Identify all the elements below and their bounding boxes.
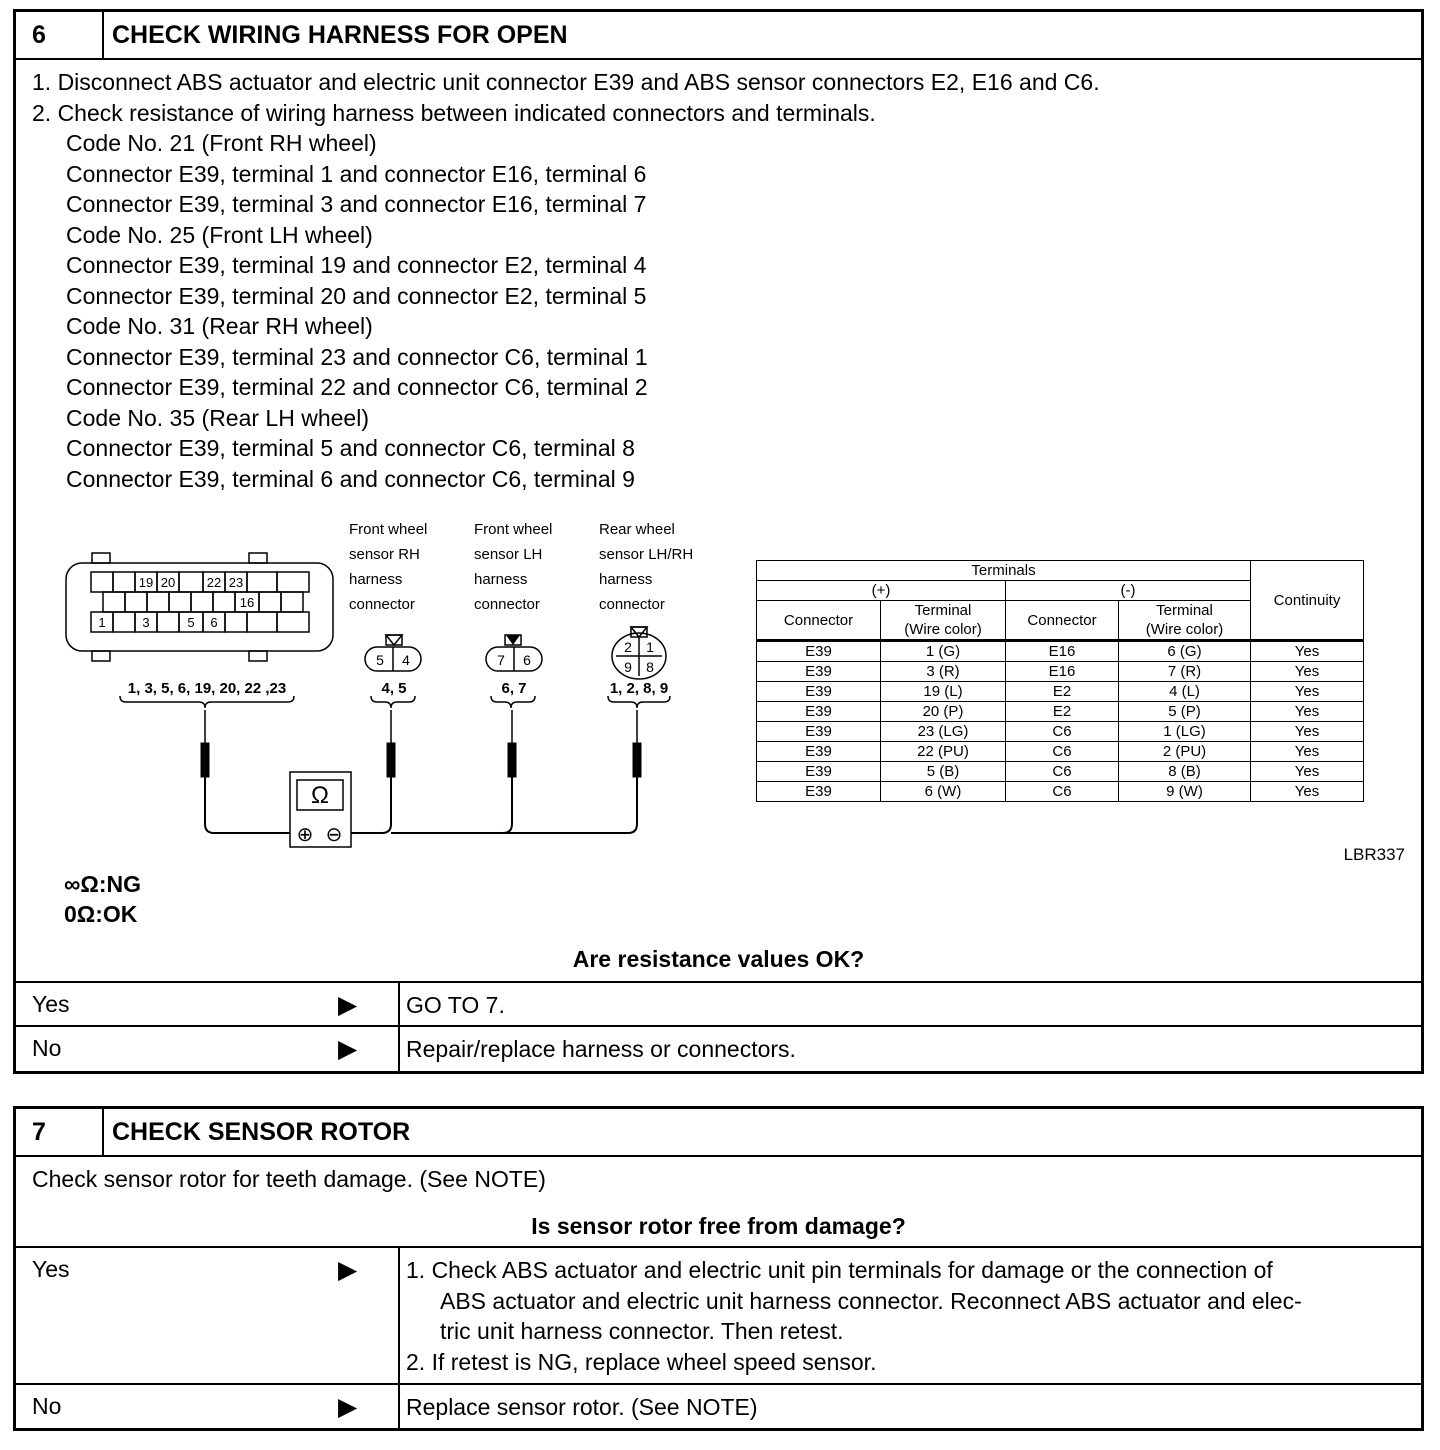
result-no-text: Repair/replace harness or connectors. <box>406 1036 796 1062</box>
e39-pin-20: 20 <box>160 575 176 590</box>
step-7-no-label: No <box>32 1393 62 1419</box>
cell: 4 (L) <box>1119 682 1251 702</box>
cell: 3 (R) <box>881 662 1006 682</box>
instruction-2: 2. Check resistance of wiring harness between indicated connectors and terminals. <box>32 99 876 126</box>
minus-header: (-) <box>1006 581 1251 601</box>
result-yes-arrow-icon: ▶ <box>338 991 358 1019</box>
pin-group-rear: 1, 2, 8, 9 <box>609 680 669 697</box>
result-divider <box>398 1027 400 1071</box>
instruction-1: 1. Disconnect ABS actuator and electric unit connector E39 and ABS sensor connectors E2, E16 and C6. <box>32 69 1100 95</box>
cell: 6 (W) <box>881 782 1006 802</box>
code-31-line-2: Connector E39, terminal 22 and connector C6, terminal 2 <box>66 374 648 400</box>
cell: 8 (B) <box>1119 762 1251 782</box>
connector-header-plus: Connector <box>757 601 881 641</box>
result-row-yes <box>16 981 1421 1027</box>
rh-label-3: harness <box>349 571 403 588</box>
table-row <box>757 742 1364 762</box>
step-7-no-text: Replace sensor rotor. (See NOTE) <box>406 1394 758 1420</box>
lh-pin-7: 7 <box>497 652 505 668</box>
step-6-question: Are resistance values OK? <box>572 946 865 972</box>
code-31-line-1: Connector E39, terminal 23 and connector C6, terminal 1 <box>66 343 648 370</box>
rear-label-2: sensor LH/RH <box>599 546 694 563</box>
cell: Yes <box>1251 742 1364 762</box>
e39-connector <box>66 553 333 661</box>
rh-label-4: connector <box>349 596 415 613</box>
lh-label-4: connector <box>474 596 540 613</box>
code-25-line-1: Connector E39, terminal 19 and connector E2, terminal 4 <box>66 252 647 278</box>
step-7-number: 7 <box>16 1109 104 1155</box>
terminal-header-plus <box>881 601 1006 641</box>
front-rh-connector <box>365 635 421 671</box>
step-7-yes-line-1: 1. Check ABS actuator and electric unit pin terminals for damage or the connection of <box>406 1257 1273 1283</box>
pin-group-lh: 6, 7 <box>501 680 527 697</box>
rear-connector <box>612 627 666 679</box>
e39-pin-23: 23 <box>228 575 244 590</box>
result-no-arrow-icon: ▶ <box>338 1035 358 1063</box>
terminal-header-minus-l1: Terminal <box>1156 602 1213 619</box>
step-7-header <box>16 1109 1421 1157</box>
code-35-heading: Code No. 35 (Rear LH wheel) <box>66 404 369 431</box>
continuity-header: Continuity <box>1251 561 1364 641</box>
step-7-yes-line-4: 2. If retest is NG, replace wheel speed sensor. <box>406 1348 877 1375</box>
e39-pin-16: 16 <box>239 595 255 610</box>
step-7-instruction: Check sensor rotor for teeth damage. (See NOTE) <box>32 1166 546 1192</box>
table-row <box>757 722 1364 742</box>
rear-label-3: harness <box>599 571 653 588</box>
table-row <box>757 682 1364 702</box>
step-7-title: CHECK SENSOR ROTOR <box>112 1118 411 1146</box>
table-row <box>757 782 1364 802</box>
cell: E39 <box>757 762 881 782</box>
connector-header-minus: Connector <box>1006 601 1119 641</box>
cell: E39 <box>757 742 881 762</box>
cell: 7 (R) <box>1119 662 1251 682</box>
cell: Yes <box>1251 662 1364 682</box>
cell: E16 <box>1006 641 1119 662</box>
cell: E39 <box>757 722 881 742</box>
step-7-row-no <box>16 1383 1421 1428</box>
cell: 19 (L) <box>881 682 1006 702</box>
lh-pin-6: 6 <box>523 652 531 668</box>
cell: 20 (P) <box>881 702 1006 722</box>
step-7-box <box>13 1106 1424 1431</box>
cell: E39 <box>757 702 881 722</box>
cell: 2 (PU) <box>1119 742 1251 762</box>
lh-label-3: harness <box>474 571 528 588</box>
step-6-title: CHECK WIRING HARNESS FOR OPEN <box>112 21 568 49</box>
code-35-line-2: Connector E39, terminal 6 and connector C6, terminal 9 <box>66 465 635 492</box>
rh-pin-5: 5 <box>376 652 384 668</box>
cell: C6 <box>1006 742 1119 762</box>
cell: 5 (B) <box>881 762 1006 782</box>
cell: 5 (P) <box>1119 702 1251 722</box>
figure-code: LBR337 <box>1343 845 1405 864</box>
rear-label-1: Rear wheel <box>599 521 675 538</box>
code-35-line-1: Connector E39, terminal 5 and connector C6, terminal 8 <box>66 435 635 461</box>
table-row <box>757 702 1364 722</box>
lh-label-1: Front wheel <box>474 521 553 538</box>
cell: Yes <box>1251 702 1364 722</box>
harness-diagram <box>16 12 736 862</box>
step-7-yes-arrow-icon: ▶ <box>338 1256 358 1284</box>
ok-criterion: 0Ω:OK <box>64 901 138 927</box>
cell: 23 (LG) <box>881 722 1006 742</box>
rh-label-2: sensor RH <box>349 546 420 563</box>
e39-pin-5: 5 <box>187 615 195 630</box>
result-row-no <box>16 1025 1421 1071</box>
cell: Yes <box>1251 782 1364 802</box>
result-no-label: No <box>32 1035 62 1061</box>
e39-pin-19: 19 <box>138 575 154 590</box>
cell: E39 <box>757 682 881 702</box>
step-7-row-yes <box>16 1246 1421 1385</box>
terminals-table <box>756 560 1364 802</box>
terminal-header-plus-l1: Terminal <box>914 602 972 619</box>
terminals-header: Terminals <box>757 561 1251 581</box>
meter-plus-terminal: ⊕ <box>296 824 314 846</box>
ng-criterion: ∞Ω:NG <box>64 871 141 897</box>
cell: C6 <box>1006 782 1119 802</box>
rear-pin-2: 2 <box>624 639 632 655</box>
terminal-header-minus <box>1119 601 1251 641</box>
cell: Yes <box>1251 722 1364 742</box>
table-row <box>757 641 1364 662</box>
cell: Yes <box>1251 762 1364 782</box>
step-6-number: 6 <box>16 12 104 58</box>
cell: E39 <box>757 662 881 682</box>
cell: E2 <box>1006 702 1119 722</box>
cell: 6 (G) <box>1119 641 1251 662</box>
pin-group-e39: 1, 3, 5, 6, 19, 20, 22 ,23 <box>127 680 287 697</box>
step-6-box <box>13 9 1424 1074</box>
cell: E2 <box>1006 682 1119 702</box>
rear-pin-1: 1 <box>646 639 654 655</box>
cell: C6 <box>1006 722 1119 742</box>
code-31-heading: Code No. 31 (Rear RH wheel) <box>66 313 373 339</box>
rear-pin-9: 9 <box>624 659 632 675</box>
step-7-yes-line-2: ABS actuator and electric unit harness connector. Reconnect ABS actuator and elec- <box>440 1287 1302 1314</box>
result-yes-text: GO TO 7. <box>406 992 505 1018</box>
cell: 22 (PU) <box>881 742 1006 762</box>
step-7-question: Is sensor rotor free from damage? <box>531 1213 906 1239</box>
e39-pin-6: 6 <box>210 615 218 630</box>
meter-minus-terminal: ⊖ <box>325 824 343 846</box>
cell: 9 (W) <box>1119 782 1251 802</box>
result-yes-label: Yes <box>32 991 70 1017</box>
code-21-line-2: Connector E39, terminal 3 and connector E16, terminal 7 <box>66 191 647 217</box>
cell: 1 (G) <box>881 641 1006 662</box>
e39-pin-1: 1 <box>98 615 106 630</box>
result-divider <box>398 1385 400 1428</box>
rh-label-1: Front wheel <box>349 521 428 538</box>
cell: E39 <box>757 641 881 662</box>
result-divider <box>398 983 400 1027</box>
terminal-header-minus-l2: (Wire color) <box>1145 621 1224 638</box>
cell: 1 (LG) <box>1119 722 1251 742</box>
rear-pin-8: 8 <box>646 659 654 675</box>
lh-label-2: sensor LH <box>474 546 543 563</box>
code-21-line-1: Connector E39, terminal 1 and connector E16, terminal 6 <box>66 160 647 187</box>
cell: Yes <box>1251 682 1364 702</box>
result-divider <box>398 1248 400 1385</box>
cell: C6 <box>1006 762 1119 782</box>
step-7-no-arrow-icon: ▶ <box>338 1393 358 1421</box>
e39-pin-22: 22 <box>206 575 222 590</box>
rear-label-4: connector <box>599 596 665 613</box>
code-25-heading: Code No. 25 (Front LH wheel) <box>66 221 373 248</box>
step-7-yes-label: Yes <box>32 1256 70 1282</box>
terminal-header-plus-l2: (Wire color) <box>904 621 982 638</box>
e39-pin-3: 3 <box>142 615 150 630</box>
step-7-yes-line-3: tric unit harness connector. Then retest. <box>440 1318 844 1344</box>
table-row <box>757 762 1364 782</box>
cell: Yes <box>1251 641 1364 662</box>
table-row <box>757 662 1364 682</box>
cell: E39 <box>757 782 881 802</box>
ohm-symbol: Ω <box>311 782 329 809</box>
plus-header: (+) <box>757 581 1006 601</box>
code-21-heading: Code No. 21 (Front RH wheel) <box>66 130 377 156</box>
pin-group-rh: 4, 5 <box>381 680 407 697</box>
rh-pin-4: 4 <box>402 652 410 668</box>
code-25-line-2: Connector E39, terminal 20 and connector E2, terminal 5 <box>66 282 647 309</box>
cell: E16 <box>1006 662 1119 682</box>
